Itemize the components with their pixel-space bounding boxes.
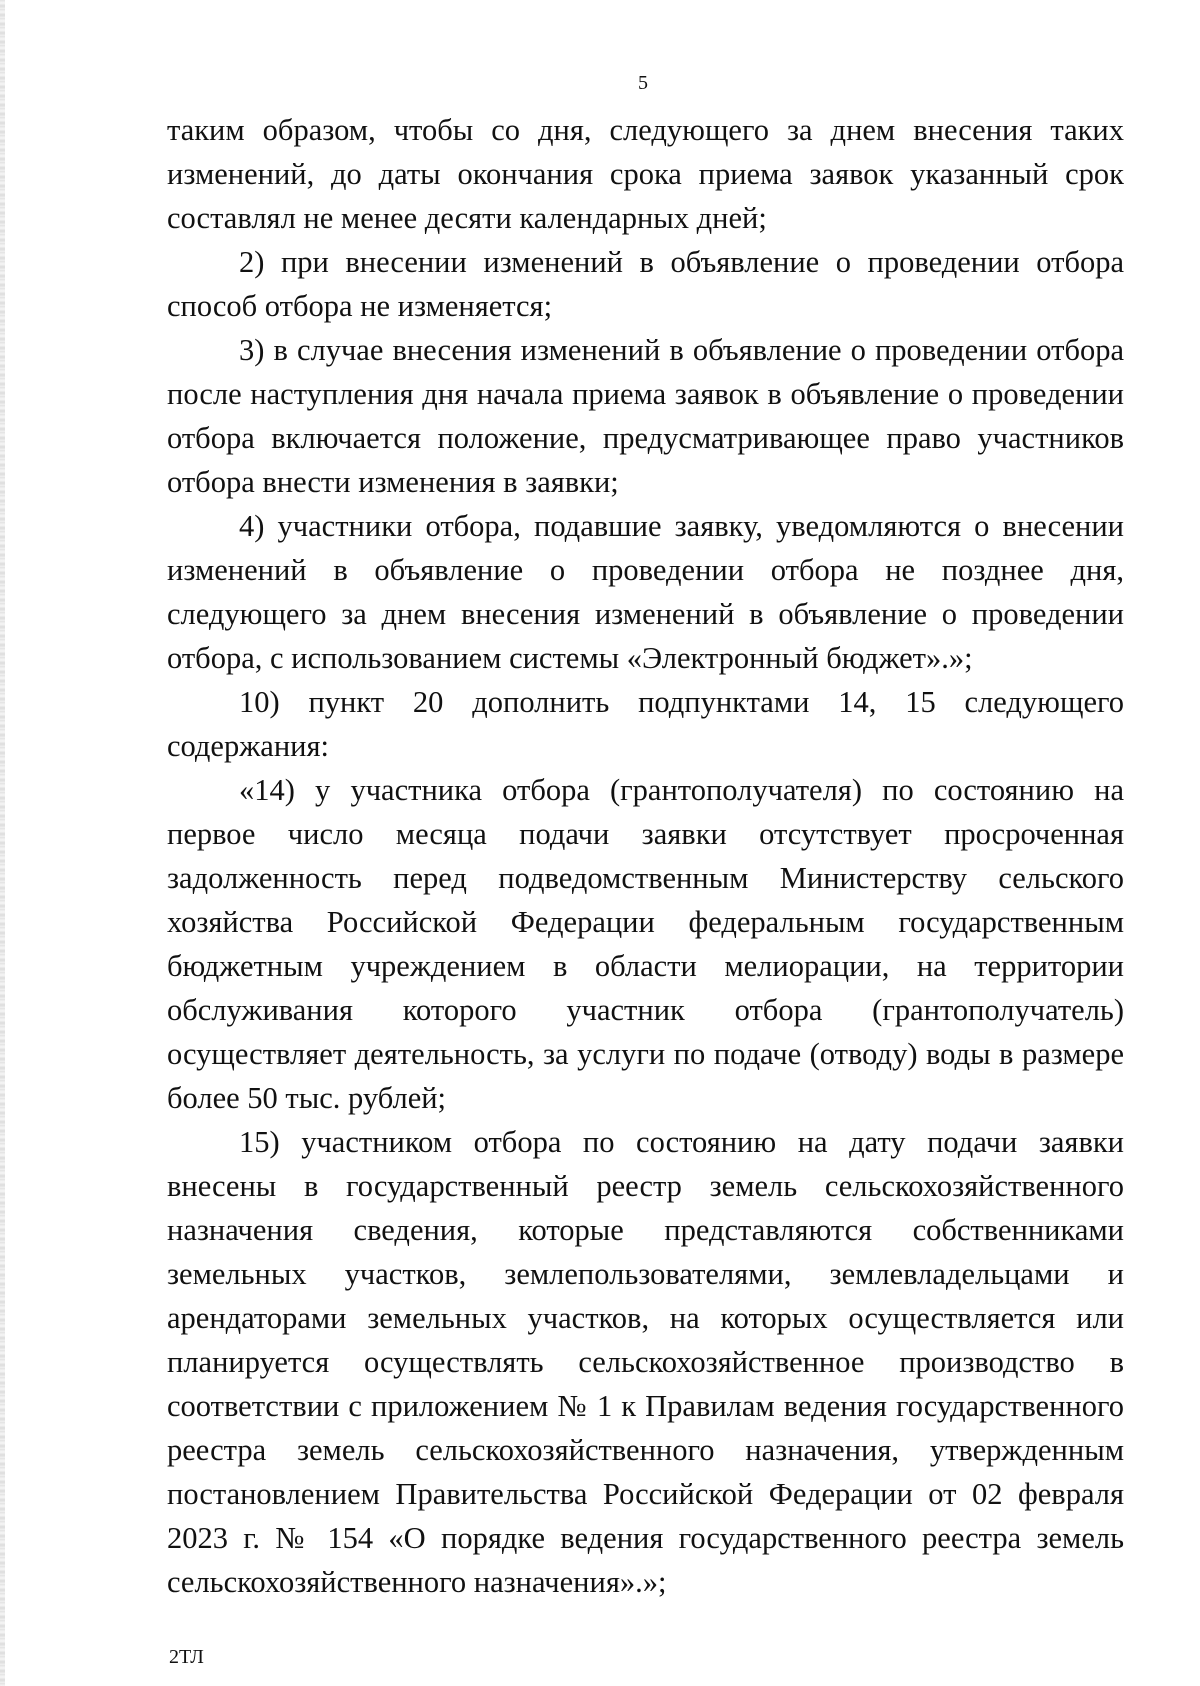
paragraph-continuation: таким образом, чтобы со дня, следующего за днем внесения таких изменений, до даты окончания срока приема заявок указанный срок составлял не менее десяти календарных дней; (167, 113, 1124, 235)
document-body (167, 108, 1124, 1604)
paragraph-item-3: 3) в случае внесения изменений в объявление о проведении отбора после наступления дня начала приема заявок в объявление о проведении отбора включается положение, предусматривающее право участников отбора внести изменения в заявки; (167, 333, 1124, 499)
paragraph-item-2: 2) при внесении изменений в объявление о проведении отбора способ отбора не изменяется; (167, 245, 1124, 323)
footer-code: 2ТЛ (169, 1646, 204, 1668)
paragraph-subitem-15: 15) участником отбора по состоянию на дату подачи заявки внесены в государственный реестр земель сельскохозяйственного назначения сведения, которые представляются собственниками земельных участков, землепользователями, землевладельцами и арендаторами земельных участков, на которых осуществляется или планируется осуществлять сельскохозяйственное производство в соответствии с приложением № 1 к Правилам ведения государственного реестра земель сельскохозяйственного назначения, утвержденным постановлением Правительства Российской Федерации от 02 февраля 2023 г. № 154 «О порядке ведения государственного реестра земель сельскохозяйственного назначения».»; (167, 1125, 1124, 1599)
scan-edge (0, 0, 5, 1686)
paragraph-item-10: 10) пункт 20 дополнить подпунктами 14, 15 следующего содержания: (167, 685, 1124, 763)
page-number: 5 (638, 72, 648, 94)
paragraph-subitem-14: «14) у участника отбора (грантополучателя) по состоянию на первое число месяца подачи заявки отсутствует просроченная задолженность перед подведомственным Министерству сельского хозяйства Российской Федерации федеральным государственным бюджетным учреждением в области мелиорации, на территории обслуживания которого участник отбора (грантополучатель) осуществляет деятельность, за услуги по подаче (отводу) воды в размере более 50 тыс. рублей; (167, 773, 1124, 1115)
paragraph-item-4: 4) участники отбора, подавшие заявку, уведомляются о внесении изменений в объявление о проведении отбора не позднее дня, следующего за днем внесения изменений в объявление о проведении отбора, с использованием системы «Электронный бюджет».»; (167, 509, 1124, 675)
